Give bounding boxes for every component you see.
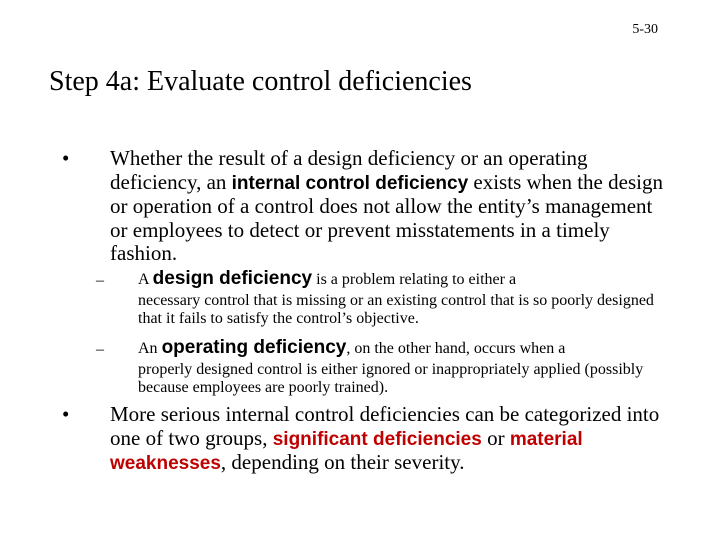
bullet-text bbox=[110, 147, 670, 266]
bullet-text-before: More serious internal control deficiencies can be categorized into one of two groups, bbox=[110, 402, 660, 450]
sub-bullet-lead bbox=[138, 339, 668, 358]
sub-bullet-marker: – bbox=[96, 272, 104, 289]
term-internal-control-deficiency: internal control deficiency bbox=[231, 172, 469, 194]
sub-bullet-rest: properly designed control is either ignored or inappropriately applied (possibly because employees are poorly trained). bbox=[138, 361, 644, 396]
sub-bullet-lead bbox=[138, 270, 668, 289]
sub-lead-after: is a problem relating to either a bbox=[312, 271, 517, 288]
sub-bullet-marker: – bbox=[96, 341, 104, 358]
slide-title: Step 4a: Evaluate control deficiencies bbox=[49, 66, 472, 97]
sub-lead-before: A bbox=[138, 271, 153, 288]
bullet-marker: • bbox=[62, 402, 70, 426]
page-number: 5-30 bbox=[632, 22, 658, 37]
sub-bullet-rest: necessary control that is missing or an existing control that is so poorly designed that it fails to satisfy the control’s objective. bbox=[138, 292, 654, 327]
bullet-text-after: exists when the design or operation of a control does not allow the entity’s management or employees to detect or prevent misstatements in a timely fashion. bbox=[110, 169, 663, 265]
term-design-deficiency: design deficiency bbox=[152, 268, 313, 289]
bullet-text-middle: or bbox=[481, 425, 510, 450]
term-significant-deficiencies: significant deficiencies bbox=[272, 428, 482, 450]
term-material-weaknesses: material weaknesses bbox=[110, 428, 583, 474]
sub-bullet-text bbox=[138, 339, 668, 397]
bullet-text bbox=[110, 403, 670, 476]
bullet-text-after: , depending on their severity. bbox=[220, 450, 465, 474]
bullet-marker: • bbox=[62, 146, 70, 170]
term-operating-deficiency: operating deficiency bbox=[161, 337, 347, 358]
bullet-text-before: Whether the result of a design deficiency or an operating deficiency, an bbox=[110, 146, 588, 194]
sub-bullet-text bbox=[138, 270, 668, 328]
sub-lead-after: , on the other hand, occurs when a bbox=[346, 340, 566, 357]
sub-lead-before: An bbox=[138, 340, 162, 357]
